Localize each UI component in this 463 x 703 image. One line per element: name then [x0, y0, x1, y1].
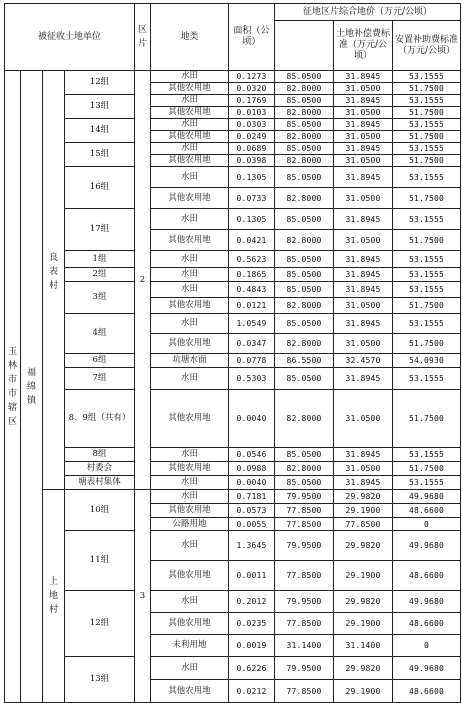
- area-cell: 0.0398: [229, 155, 275, 167]
- price-cell: 82.8000: [275, 230, 334, 251]
- table-row: [5, 448, 461, 462]
- compensation-cell: 31.8945: [334, 476, 393, 490]
- area-cell: 0.0019: [229, 635, 275, 657]
- subsidy-cell: 49.9680: [393, 490, 461, 504]
- subsidy-cell: 51.7500: [393, 131, 461, 143]
- price-cell: 82.8000: [275, 298, 334, 314]
- area-cell: 0.1273: [229, 71, 275, 83]
- compensation-cell: 31.8945: [334, 95, 393, 107]
- price-cell: 82.8000: [275, 390, 334, 448]
- subsidy-cell: 51.7500: [393, 230, 461, 251]
- compensation-cell: 31.8945: [334, 268, 393, 282]
- area-cell: 0.0249: [229, 131, 275, 143]
- subsidy-cell: 48.6600: [393, 680, 461, 703]
- land-type-cell: 水田: [151, 71, 229, 83]
- compensation-cell: 31.0500: [334, 462, 393, 476]
- area-cell: 0.0988: [229, 462, 275, 476]
- subsidy-cell: 48.6600: [393, 561, 461, 591]
- subsidy-cell: 51.7500: [393, 334, 461, 354]
- group-cell: 3组: [65, 282, 135, 314]
- header-area: 面积（公顷）: [229, 4, 275, 71]
- group-cell: 1组: [65, 251, 135, 268]
- area-cell: 0.0689: [229, 143, 275, 155]
- group-cell: 17组: [65, 209, 135, 251]
- price-cell: 85.0500: [275, 143, 334, 155]
- subsidy-cell: 51.7500: [393, 107, 461, 119]
- area-cell: 0.1769: [229, 95, 275, 107]
- land-type-cell: 其他农用地: [151, 188, 229, 209]
- group-cell: 塘表村集体: [65, 476, 135, 490]
- area-cell: 0.0347: [229, 334, 275, 354]
- village-cell: 上地村: [43, 490, 65, 703]
- table-row: [5, 71, 461, 83]
- area-cell: 0.6226: [229, 657, 275, 680]
- compensation-cell: 29.9820: [334, 531, 393, 561]
- region-cell: 玉林市市辖区: [5, 71, 21, 703]
- land-type-cell: 水田: [151, 268, 229, 282]
- land-type-cell: 其他农用地: [151, 83, 229, 95]
- compensation-cell: 31.8945: [334, 282, 393, 298]
- compensation-cell: 31.8945: [334, 119, 393, 131]
- area-cell: 0.0733: [229, 188, 275, 209]
- table-row: [5, 209, 461, 230]
- compensation-cell: 31.8945: [334, 314, 393, 334]
- area-cell: 1.0549: [229, 314, 275, 334]
- price-cell: 85.0500: [275, 314, 334, 334]
- land-type-cell: 其他农用地: [151, 462, 229, 476]
- header-district: 区片: [135, 4, 151, 71]
- subsidy-cell: 54.0930: [393, 354, 461, 368]
- price-cell: 31.1400: [275, 635, 334, 657]
- table-row: [5, 167, 461, 188]
- land-type-cell: 其他农用地: [151, 107, 229, 119]
- area-cell: 0.2012: [229, 591, 275, 613]
- compensation-cell: 31.0500: [334, 230, 393, 251]
- area-cell: 0.0303: [229, 119, 275, 131]
- subsidy-cell: 51.7500: [393, 188, 461, 209]
- land-type-cell: 水田: [151, 209, 229, 230]
- price-cell: 85.0500: [275, 71, 334, 83]
- compensation-cell: 29.1900: [334, 561, 393, 591]
- table-row: [5, 390, 461, 448]
- area-cell: 0.0011: [229, 561, 275, 591]
- price-cell: 82.8000: [275, 131, 334, 143]
- price-cell: 82.8000: [275, 334, 334, 354]
- price-cell: 85.0500: [275, 251, 334, 268]
- subsidy-cell: 51.7500: [393, 462, 461, 476]
- subsidy-cell: 53.1555: [393, 71, 461, 83]
- land-type-cell: 水田: [151, 251, 229, 268]
- compensation-cell: 31.8945: [334, 209, 393, 230]
- table-row: [5, 657, 461, 680]
- group-cell: 14组: [65, 119, 135, 143]
- table-row: [5, 119, 461, 131]
- price-cell: 85.0500: [275, 95, 334, 107]
- group-cell: 8组: [65, 448, 135, 462]
- header-resettlement-subsidy: 安置补助费标准（万元/公顷）: [393, 21, 461, 71]
- land-type-cell: 水田: [151, 143, 229, 155]
- subsidy-cell: 53.1555: [393, 209, 461, 230]
- area-cell: 0.0778: [229, 354, 275, 368]
- area-cell: 0.0103: [229, 107, 275, 119]
- group-cell: 10组: [65, 490, 135, 531]
- price-cell: 82.8000: [275, 188, 334, 209]
- table-row: [5, 531, 461, 561]
- subsidy-cell: 51.7500: [393, 83, 461, 95]
- compensation-cell: 31.0500: [334, 188, 393, 209]
- subsidy-cell: 48.6600: [393, 504, 461, 518]
- table-row: [5, 476, 461, 490]
- land-compensation-table: [4, 3, 461, 703]
- price-cell: 77.8500: [275, 613, 334, 635]
- group-cell: 16组: [65, 167, 135, 209]
- group-cell: 13组: [65, 95, 135, 119]
- area-cell: 0.0121: [229, 298, 275, 314]
- compensation-cell: 29.9820: [334, 591, 393, 613]
- area-cell: 0.0573: [229, 504, 275, 518]
- subsidy-cell: 53.1555: [393, 368, 461, 390]
- compensation-cell: 31.0500: [334, 334, 393, 354]
- price-cell: 82.8000: [275, 107, 334, 119]
- subsidy-cell: 49.9680: [393, 531, 461, 561]
- table-row: [5, 591, 461, 613]
- subsidy-cell: 53.1555: [393, 282, 461, 298]
- compensation-cell: 32.4570: [334, 354, 393, 368]
- table-row: [5, 95, 461, 107]
- land-type-cell: 其他农用地: [151, 561, 229, 591]
- compensation-cell: 31.0500: [334, 298, 393, 314]
- land-type-cell: 其他农用地: [151, 155, 229, 167]
- land-type-cell: 其他农用地: [151, 334, 229, 354]
- price-cell: 77.8500: [275, 561, 334, 591]
- group-cell: 11组: [65, 531, 135, 591]
- subsidy-cell: 51.7500: [393, 390, 461, 448]
- land-type-cell: 坑塘水面: [151, 354, 229, 368]
- subsidy-cell: 51.7500: [393, 155, 461, 167]
- table-header: [5, 4, 461, 71]
- compensation-cell: 31.8945: [334, 71, 393, 83]
- price-cell: 79.9500: [275, 591, 334, 613]
- header-unit: 被征收土地单位: [5, 4, 135, 71]
- land-type-cell: 其他农用地: [151, 230, 229, 251]
- price-cell: 82.8000: [275, 462, 334, 476]
- area-cell: 0.7181: [229, 490, 275, 504]
- group-cell: 2组: [65, 268, 135, 282]
- village-cell: 良表村: [43, 71, 65, 490]
- price-cell: 85.0500: [275, 282, 334, 298]
- table-row: [5, 268, 461, 282]
- subsidy-cell: 48.6600: [393, 613, 461, 635]
- compensation-cell: 29.1900: [334, 504, 393, 518]
- table-row: [5, 314, 461, 334]
- price-cell: 79.9500: [275, 531, 334, 561]
- compensation-cell: 31.1400: [334, 635, 393, 657]
- compensation-cell: 31.0500: [334, 155, 393, 167]
- compensation-cell: 29.9820: [334, 490, 393, 504]
- price-cell: 85.0500: [275, 268, 334, 282]
- town-cell: 福绵镇: [21, 71, 43, 703]
- price-cell: 79.9500: [275, 657, 334, 680]
- subsidy-cell: 53.1555: [393, 143, 461, 155]
- area-cell: 0.1305: [229, 167, 275, 188]
- subsidy-cell: 51.7500: [393, 298, 461, 314]
- price-cell: 77.8500: [275, 504, 334, 518]
- land-type-cell: 水田: [151, 314, 229, 334]
- table-row: [5, 143, 461, 155]
- land-type-cell: 水田: [151, 476, 229, 490]
- header-price-blank: [275, 21, 334, 71]
- area-cell: 0.0055: [229, 518, 275, 531]
- land-type-cell: 公路用地: [151, 518, 229, 531]
- land-type-cell: 其他农用地: [151, 131, 229, 143]
- area-cell: 0.1305: [229, 209, 275, 230]
- area-cell: 0.5303: [229, 368, 275, 390]
- land-type-cell: 水田: [151, 95, 229, 107]
- area-cell: 0.0212: [229, 680, 275, 703]
- price-cell: 86.5500: [275, 354, 334, 368]
- land-type-cell: 水田: [151, 282, 229, 298]
- group-cell: 13组: [65, 657, 135, 703]
- price-cell: 77.8500: [275, 680, 334, 703]
- group-cell: 12组: [65, 591, 135, 657]
- land-type-cell: 水田: [151, 368, 229, 390]
- price-cell: 82.8000: [275, 155, 334, 167]
- price-cell: 85.0500: [275, 119, 334, 131]
- price-cell: 85.0500: [275, 167, 334, 188]
- area-cell: 0.1865: [229, 268, 275, 282]
- table-body: [5, 71, 461, 703]
- compensation-cell: 31.8945: [334, 448, 393, 462]
- compensation-cell: 31.0500: [334, 83, 393, 95]
- subsidy-cell: 0: [393, 518, 461, 531]
- group-cell: 8、9组（共有）: [65, 390, 135, 448]
- area-cell: 0.0546: [229, 448, 275, 462]
- subsidy-cell: 53.1555: [393, 119, 461, 131]
- group-cell: 15组: [65, 143, 135, 167]
- compensation-cell: 31.8945: [334, 143, 393, 155]
- compensation-cell: 29.9820: [334, 657, 393, 680]
- compensation-cell: 77.8500: [334, 518, 393, 531]
- price-cell: 85.0500: [275, 368, 334, 390]
- group-cell: 7组: [65, 368, 135, 390]
- compensation-cell: 31.0500: [334, 131, 393, 143]
- group-cell: 村委会: [65, 462, 135, 476]
- compensation-cell: 31.0500: [334, 107, 393, 119]
- land-type-cell: 其他农用地: [151, 504, 229, 518]
- land-type-cell: 其他农用地: [151, 390, 229, 448]
- compensation-cell: 31.8945: [334, 251, 393, 268]
- table-row: [5, 354, 461, 368]
- area-cell: 0.0040: [229, 390, 275, 448]
- group-cell: 6组: [65, 354, 135, 368]
- land-type-cell: 水田: [151, 167, 229, 188]
- land-type-cell: 未利用地: [151, 635, 229, 657]
- table-row: [5, 462, 461, 476]
- group-cell: 12组: [65, 71, 135, 95]
- subsidy-cell: 53.1555: [393, 167, 461, 188]
- subsidy-cell: 53.1555: [393, 268, 461, 282]
- header-land-compensation: 土地补偿费标准（万元/公顷）: [334, 21, 393, 71]
- land-type-cell: 水田: [151, 531, 229, 561]
- compensation-cell: 29.1900: [334, 613, 393, 635]
- header-comprehensive-price: 征地区片综合地价（万元/公顷）: [275, 4, 461, 21]
- subsidy-cell: 53.1555: [393, 448, 461, 462]
- district-cell: 2: [135, 71, 151, 490]
- compensation-cell: 31.8945: [334, 368, 393, 390]
- land-type-cell: 水田: [151, 119, 229, 131]
- land-type-cell: 其他农用地: [151, 680, 229, 703]
- land-type-cell: 其他农用地: [151, 613, 229, 635]
- area-cell: 0.4843: [229, 282, 275, 298]
- price-cell: 79.9500: [275, 490, 334, 504]
- compensation-cell: 29.1900: [334, 680, 393, 703]
- subsidy-cell: 49.9680: [393, 591, 461, 613]
- compensation-cell: 31.0500: [334, 390, 393, 448]
- compensation-cell: 31.8945: [334, 167, 393, 188]
- land-type-cell: 水田: [151, 591, 229, 613]
- group-cell: 4组: [65, 314, 135, 354]
- price-cell: 82.8000: [275, 83, 334, 95]
- land-type-cell: 水田: [151, 490, 229, 504]
- subsidy-cell: 53.1555: [393, 251, 461, 268]
- subsidy-cell: 53.1555: [393, 314, 461, 334]
- table-row: [5, 490, 461, 504]
- price-cell: 85.0500: [275, 476, 334, 490]
- subsidy-cell: 53.1555: [393, 476, 461, 490]
- price-cell: 85.0500: [275, 209, 334, 230]
- header-land-type: 地类: [151, 4, 229, 71]
- land-type-cell: 水田: [151, 657, 229, 680]
- subsidy-cell: 49.9680: [393, 657, 461, 680]
- price-cell: 85.0500: [275, 448, 334, 462]
- table-row: [5, 251, 461, 268]
- subsidy-cell: 0: [393, 635, 461, 657]
- area-cell: 0.0320: [229, 83, 275, 95]
- land-type-cell: 水田: [151, 448, 229, 462]
- area-cell: 1.3645: [229, 531, 275, 561]
- table-row: [5, 368, 461, 390]
- subsidy-cell: 53.1555: [393, 95, 461, 107]
- table-row: [5, 282, 461, 298]
- area-cell: 0.0235: [229, 613, 275, 635]
- land-type-cell: 其他农用地: [151, 298, 229, 314]
- price-cell: 77.8500: [275, 518, 334, 531]
- area-cell: 0.5623: [229, 251, 275, 268]
- district-cell: 3: [135, 490, 151, 703]
- area-cell: 0.0040: [229, 476, 275, 490]
- area-cell: 0.0421: [229, 230, 275, 251]
